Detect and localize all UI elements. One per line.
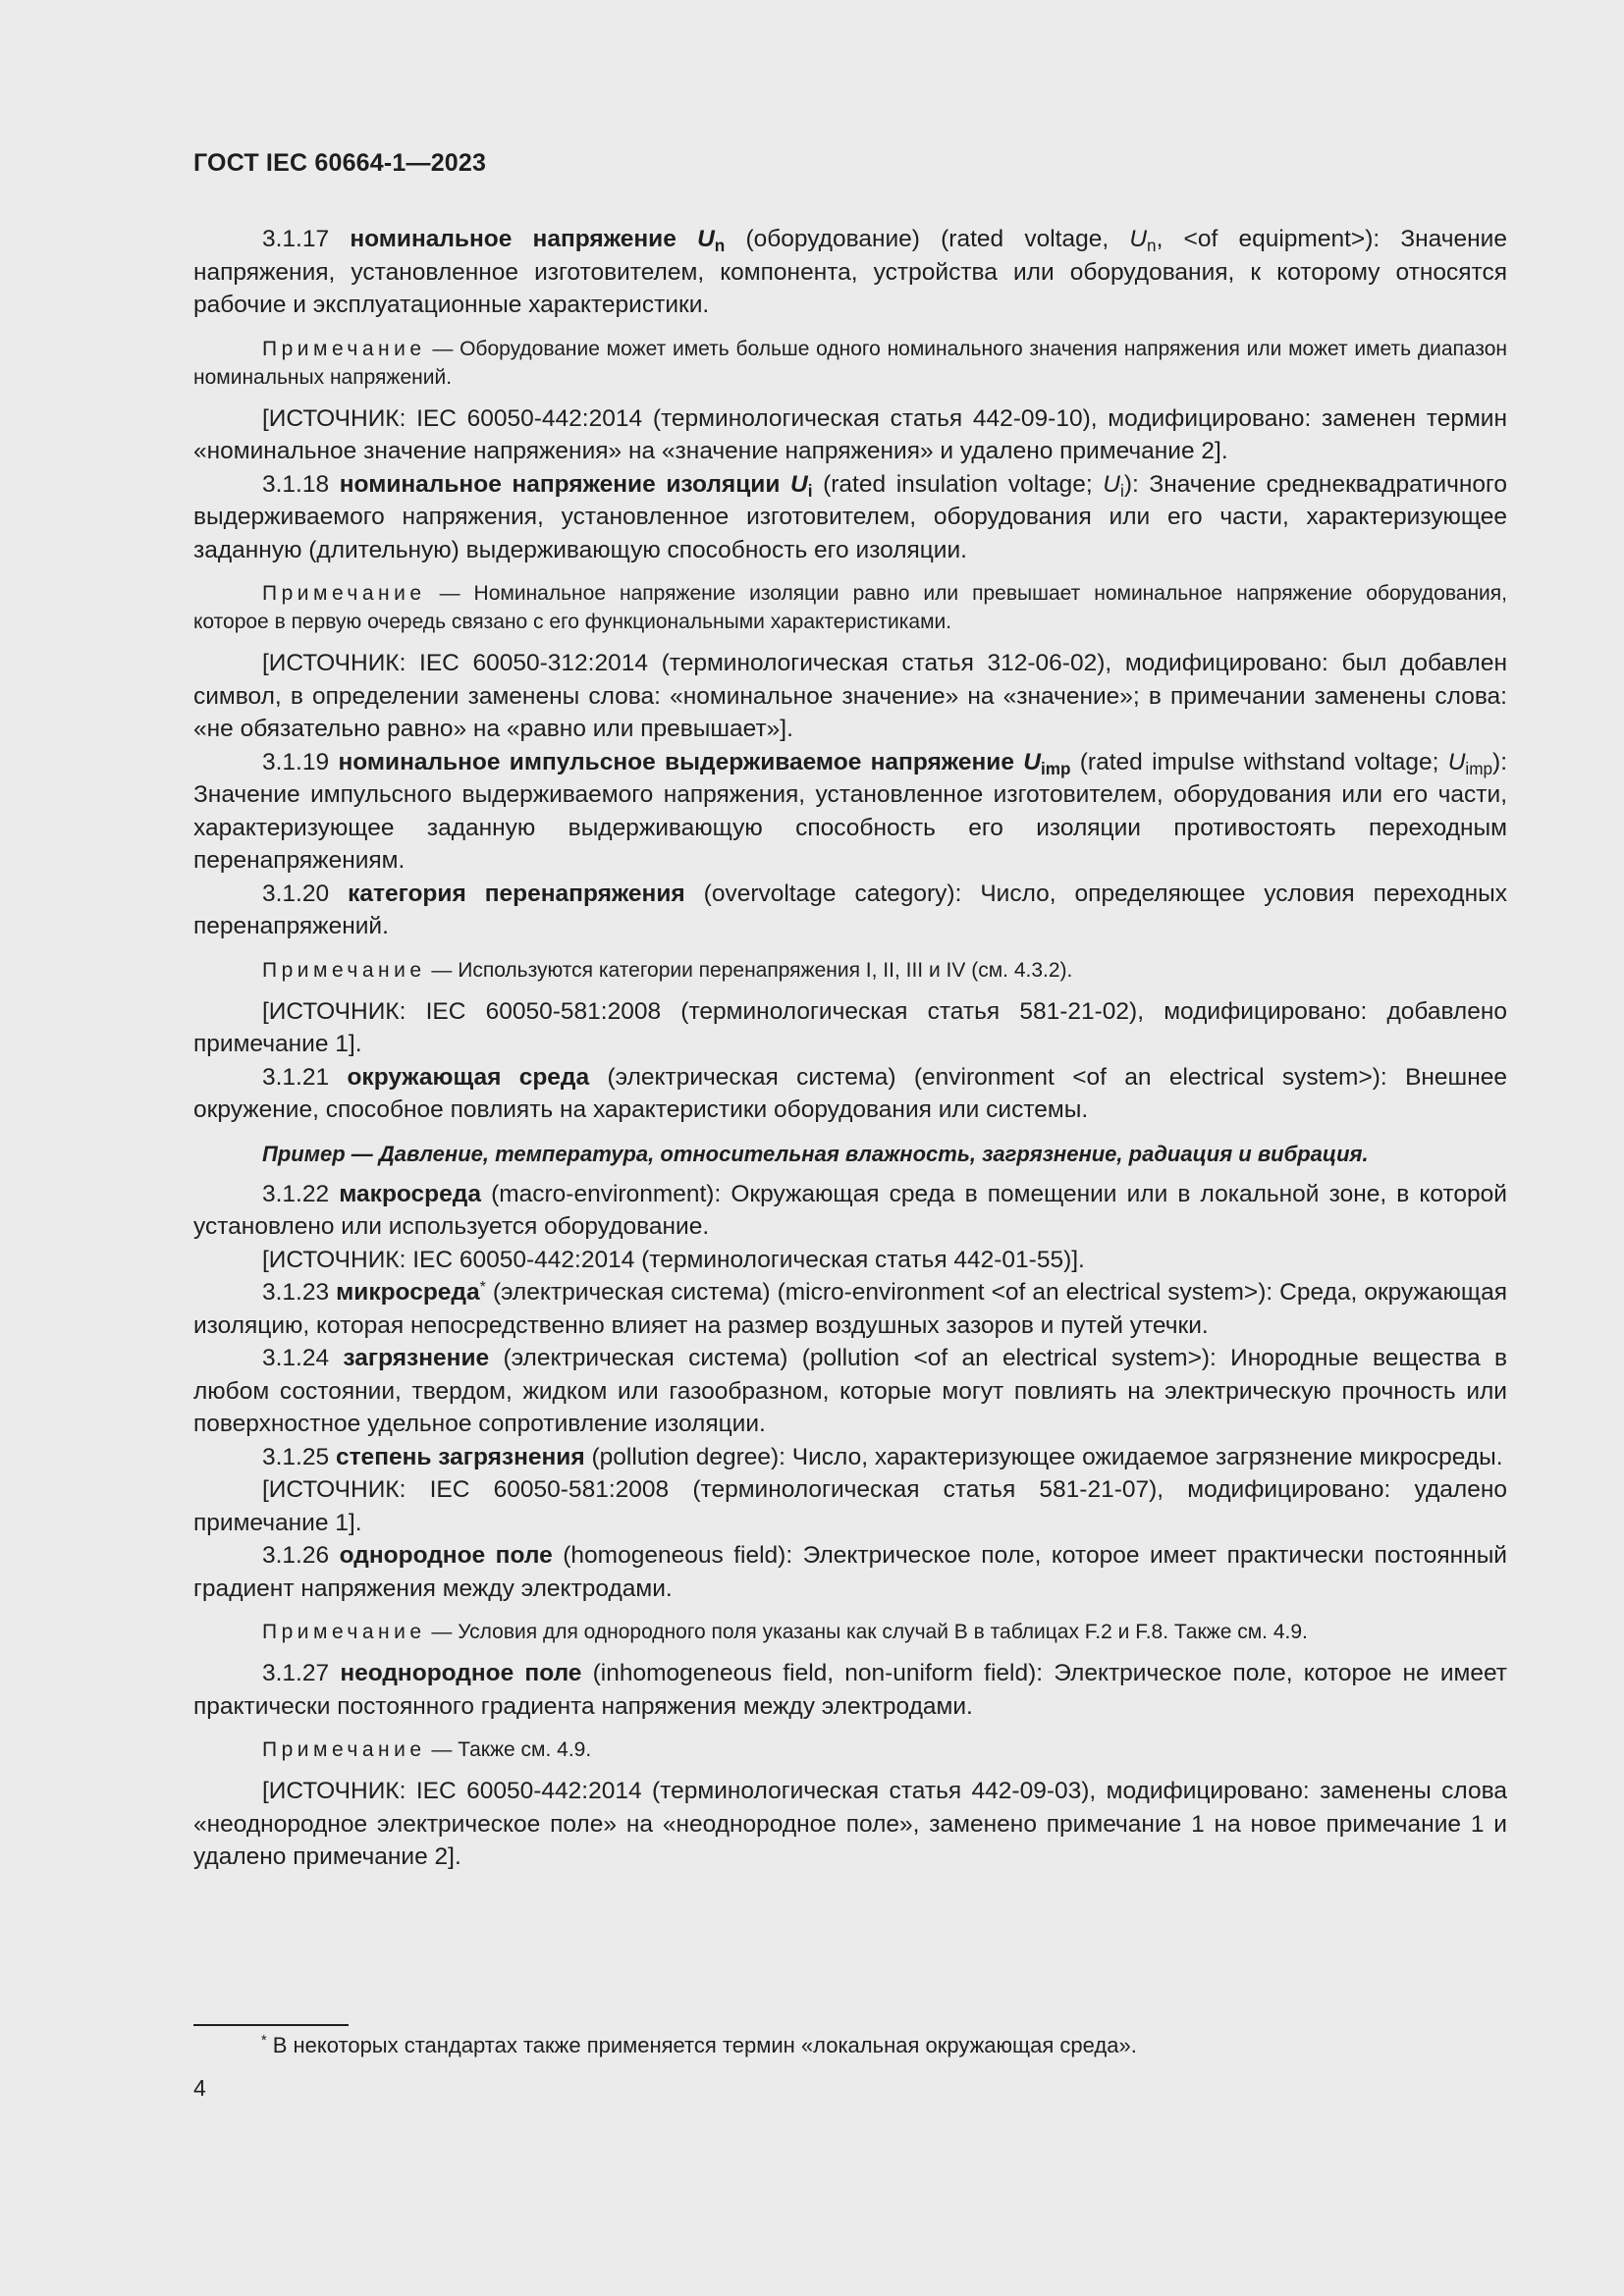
note-label: Примечание	[262, 1621, 426, 1643]
note-3-1-17	[193, 335, 1507, 392]
note-text: — Номинальное напряжение изоляции равно или превышает номинальное напряжение оборудования, которое в первую очередь связано с его функциональными характеристиками.	[193, 582, 1507, 633]
term-3-1-26	[193, 1539, 1507, 1605]
note-label: Примечание	[262, 337, 426, 360]
definition-symbol-subscript: imp	[1465, 758, 1493, 778]
term-definition: (inhomogeneous field, non-uniform field): Электрическое поле, которое не имеет практически постоянного градиента напряжения между электродами.	[193, 1660, 1508, 1720]
footnote-text: В некоторых стандартах также применяется термин «локальная окружающая среда».	[272, 2033, 1137, 2057]
term-name: неоднородное поле	[340, 1660, 582, 1686]
definition-symbol: U	[1129, 226, 1148, 252]
note-3-1-20	[193, 956, 1507, 985]
note-text: — Также см. 4.9.	[431, 1738, 592, 1761]
term-definition-part: ): Значение импульсного выдерживаемого напряжения, установленное изготовителем, оборудования или его части, характеризующее заданную выдерживающую способность его изоляции противостоять переходным перенапряжениям.	[193, 748, 1508, 874]
term-definition-part: , <of equipment>): Значение напряжения, установленное изготовителем, компонента, устройства или оборудования, к которому относятся рабочие и эксплуатационные характеристики.	[193, 226, 1507, 318]
term-3-1-20	[193, 878, 1507, 943]
term-3-1-24	[193, 1342, 1507, 1441]
note-text: — Оборудование может иметь больше одного номинального значения напряжения или может иметь диапазон номинальных напряжений.	[193, 337, 1507, 389]
term-name: загрязнение	[343, 1345, 490, 1371]
term-name: номинальное напряжение изоляции	[339, 470, 781, 498]
footnote	[261, 2031, 1137, 2060]
term-3-1-23	[193, 1276, 1507, 1342]
term-number: 3.1.21	[262, 1063, 330, 1091]
term-definition: (homogeneous field): Электрическое поле, которое имеет практически постоянный градиент напряжения между электродами.	[193, 1542, 1507, 1602]
footnote-reference: *	[479, 1279, 486, 1296]
term-name: микросреда	[336, 1279, 480, 1306]
term-3-1-27	[193, 1657, 1507, 1723]
source-3-1-22: [ИСТОЧНИК: IEC 60050-442:2014 (терминологическая статья 442-01-55)].	[262, 1246, 1085, 1273]
term-symbol-subscript: n	[714, 236, 726, 255]
definition-symbol-subscript: i	[1120, 480, 1124, 501]
term-name: номинальное импульсное выдерживаемое напряжение	[338, 748, 1014, 775]
term-3-1-19	[193, 746, 1507, 878]
definition-symbol: U	[1447, 748, 1466, 775]
term-number: 3.1.25	[262, 1443, 330, 1470]
term-number: 3.1.19	[262, 748, 330, 775]
term-name: окружающая среда	[347, 1063, 590, 1091]
term-symbol-subscript: i	[807, 480, 813, 501]
term-number: 3.1.17	[262, 226, 330, 252]
term-number: 3.1.27	[262, 1660, 330, 1686]
note-text: — Используются категории перенапряжения I, II, III и IV (см. 4.3.2).	[431, 958, 1073, 982]
term-name: степень загрязнения	[335, 1443, 585, 1470]
term-3-1-18	[193, 468, 1507, 567]
source-3-1-20: [ИСТОЧНИК: IEC 60050-581:2008 (терминологическая статья 581-21-02), модифицировано: добавлено примечание 1].	[193, 997, 1507, 1057]
term-number: 3.1.24	[262, 1345, 330, 1371]
example-3-1-21: Пример — Давление, температура, относительная влажность, загрязнение, радиация и вибрация.	[262, 1141, 1369, 1166]
document-header: ГОСТ IEC 60664-1—2023	[193, 149, 487, 177]
source-3-1-18: [ИСТОЧНИК: IEC 60050-312:2014 (терминологическая статья 312-06-02), модифицировано: был добавлен символ, в определении заменены слова: «номинальное значение» на «значение»; в примечании заменены слова: «не обязательно равно» на «равно или превышает»].	[193, 650, 1507, 742]
term-symbol-subscript: imp	[1040, 758, 1071, 778]
term-number: 3.1.26	[262, 1542, 330, 1569]
term-definition: (pollution degree): Число, характеризующее ожидаемое загрязнение микросреды.	[591, 1443, 1503, 1470]
note-label: Примечание	[262, 1738, 426, 1761]
note-3-1-26	[193, 1618, 1507, 1646]
term-symbol: U	[697, 226, 715, 252]
term-3-1-21	[193, 1061, 1507, 1127]
term-definition: (электрическая система) (environment <of an electrical system>): Внешнее окружение, способное повлиять на характеристики оборудования или системы.	[193, 1063, 1507, 1123]
term-3-1-17	[193, 223, 1507, 322]
term-name: категория перенапряжения	[348, 880, 685, 907]
term-symbol: U	[790, 470, 808, 498]
footnote-divider	[193, 2024, 349, 2026]
term-name: однородное поле	[339, 1542, 553, 1569]
note-label: Примечание	[262, 582, 426, 605]
term-definition: (электрическая система) (pollution <of an electrical system>): Инородные вещества в любом состоянии, твердом, жидком или газообразном, которые могут повлиять на электрическую прочность или поверхностное удельное сопротивление изоляции.	[193, 1345, 1507, 1437]
note-3-1-27	[193, 1735, 1507, 1764]
note-3-1-18	[193, 579, 1507, 636]
footnote-mark: *	[261, 2033, 267, 2049]
term-definition-part: (оборудование) (rated voltage,	[745, 226, 1110, 252]
source-3-1-25: [ИСТОЧНИК: IEC 60050-581:2008 (терминологическая статья 581-21-07), модифицировано: удалено примечание 1].	[193, 1476, 1507, 1536]
term-symbol: U	[1023, 748, 1041, 775]
term-definition: (macro-environment): Окружающая среда в помещении или в локальной зоне, в которой установлено или используется оборудование.	[193, 1180, 1507, 1240]
page-number: 4	[193, 2075, 206, 2101]
term-definition-part: (rated insulation voltage;	[823, 470, 1093, 498]
term-definition-part: (rated impulse withstand voltage;	[1079, 748, 1439, 775]
term-number: 3.1.22	[262, 1180, 330, 1207]
term-number: 3.1.23	[262, 1279, 330, 1306]
term-definition: (электрическая система) (micro-environment <of an electrical system>): Среда, окружающая изоляцию, которая непосредственно влияет на размер воздушных зазоров и путей утечки.	[193, 1279, 1507, 1339]
source-3-1-17: [ИСТОЧНИК: IEC 60050-442:2014 (терминологическая статья 442-09-10), модифицировано: заменен термин «номинальное значение напряжения» на «значение напряжения» и удалено примечание 2].	[193, 404, 1507, 464]
term-name: макросреда	[339, 1180, 481, 1207]
source-3-1-27: [ИСТОЧНИК: IEC 60050-442:2014 (терминологическая статья 442-09-03), модифицировано: заменены слова «неоднородное электрическое поле» на «неоднородное поле», заменено примечание 1 на новое примечание 1 и удалено примечание 2].	[193, 1778, 1507, 1870]
definition-symbol-subscript: n	[1147, 236, 1157, 255]
document-body	[193, 223, 1507, 1874]
term-number: 3.1.18	[262, 470, 330, 498]
term-number: 3.1.20	[262, 880, 330, 907]
term-3-1-25	[193, 1441, 1507, 1474]
term-3-1-22	[193, 1178, 1507, 1244]
note-text: — Условия для однородного поля указаны как случай В в таблицах F.2 и F.8. Также см. 4.9.	[431, 1621, 1308, 1643]
term-name: номинальное напряжение	[350, 226, 677, 252]
term-definition: (overvoltage category): Число, определяющее условия переходных перенапряжений.	[193, 880, 1507, 939]
definition-symbol: U	[1103, 470, 1120, 498]
note-label: Примечание	[262, 958, 426, 982]
term-definition-part: ): Значение среднеквадратичного выдерживаемого напряжения, установленное изготовителем, оборудования или его части, характеризующее заданную (длительную) выдерживающую способность его изоляции.	[193, 470, 1508, 563]
